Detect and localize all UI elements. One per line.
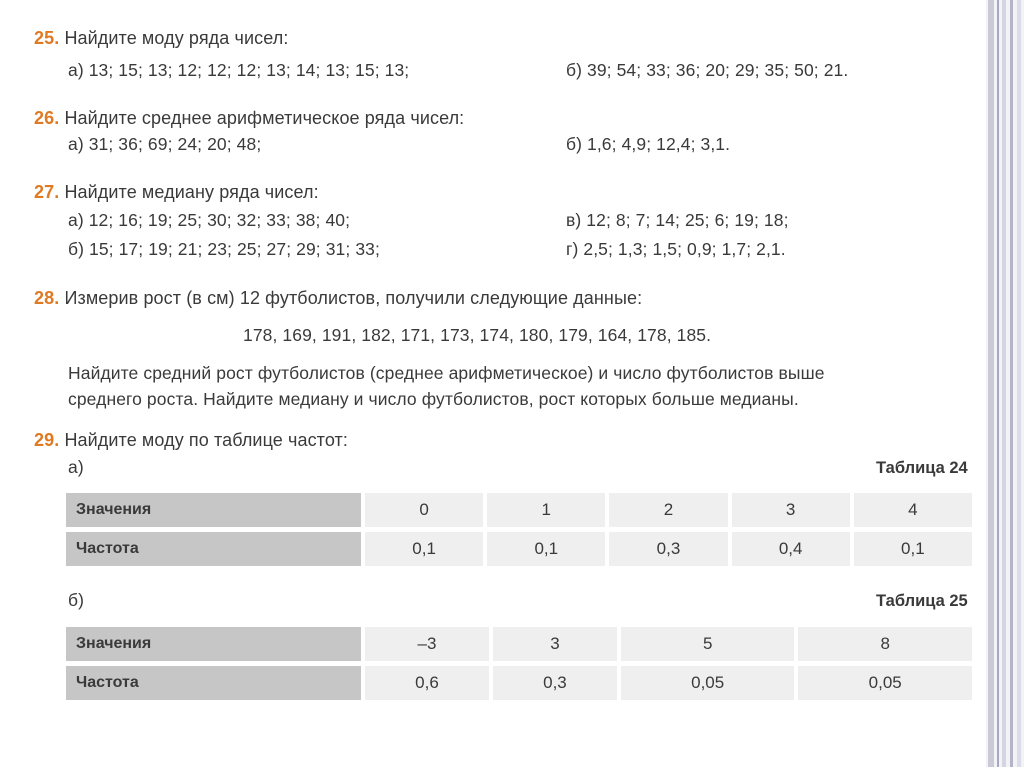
table-25-label: Таблица 25 (876, 592, 968, 610)
table-cell: 0,05 (621, 666, 795, 700)
table-row (66, 627, 972, 661)
problem-27-g: г) 2,5; 1,3; 1,5; 0,9; 1,7; 2,1. (566, 239, 786, 259)
table-cell: 0,3 (493, 666, 617, 700)
problem-27-a: а) 12; 16; 19; 25; 30; 32; 33; 38; 40; (68, 210, 351, 230)
table-cell: –3 (365, 627, 489, 661)
table-24-label: Таблица 24 (876, 459, 968, 477)
problem-29-part-b: б) (68, 590, 85, 610)
problem-26-title (34, 108, 464, 129)
problem-25-text: Найдите моду ряда чисел: (64, 28, 289, 48)
frequency-table-25 (62, 622, 976, 705)
row-header-frequency: Частота (66, 532, 361, 566)
table-cell: 0,1 (365, 532, 483, 566)
frame-stripe (1002, 0, 1006, 767)
table-cell: 4 (854, 493, 972, 527)
problem-27-number: 27. (34, 182, 60, 202)
table-cell: 0,3 (609, 532, 727, 566)
problem-25-number: 25. (34, 28, 60, 48)
table-cell: 0,4 (732, 532, 850, 566)
table-cell: 3 (732, 493, 850, 527)
problem-25-title (34, 28, 288, 49)
frame-stripe (988, 0, 994, 767)
table-cell: 0,6 (365, 666, 489, 700)
slide-frame-border (986, 0, 1024, 767)
frequency-table-24 (62, 488, 976, 571)
table-cell: 0,05 (798, 666, 972, 700)
problem-28-number: 28. (34, 288, 60, 308)
row-header-values: Значения (66, 627, 361, 661)
problem-28-text-2: среднего роста. Найдите медиану и число футболистов, рост которых больше медианы. (68, 389, 799, 409)
row-header-values: Значения (66, 493, 361, 527)
problem-28-title (34, 288, 642, 309)
table-cell: 0 (365, 493, 483, 527)
table-cell: 1 (487, 493, 605, 527)
problem-29-number: 29. (34, 430, 60, 450)
table-cell: 0,1 (487, 532, 605, 566)
table-cell: 5 (621, 627, 795, 661)
problem-26-text: Найдите среднее арифметическое ряда чисел: (64, 108, 465, 128)
problem-27-title (34, 182, 319, 203)
table-row (66, 532, 972, 566)
problem-29-title (34, 430, 348, 451)
frame-stripe (1017, 0, 1021, 767)
problem-28-text: Измерив рост (в см) 12 футболистов, получили следующие данные: (64, 288, 643, 308)
problem-27-b: б) 15; 17; 19; 21; 23; 25; 27; 29; 31; 33; (68, 239, 380, 259)
table-cell: 2 (609, 493, 727, 527)
problem-25-a: а) 13; 15; 13; 12; 12; 12; 13; 14; 13; 15; 13; (68, 60, 410, 80)
problem-26-b: б) 1,6; 4,9; 12,4; 3,1. (566, 134, 731, 154)
problem-29-text: Найдите моду по таблице частот: (64, 430, 348, 450)
problem-27-text: Найдите медиану ряда чисел: (64, 182, 319, 202)
table-cell: 3 (493, 627, 617, 661)
table-cell: 0,1 (854, 532, 972, 566)
problem-26-a: а) 31; 36; 69; 24; 20; 48; (68, 134, 262, 154)
problem-27-v: в) 12; 8; 7; 14; 25; 6; 19; 18; (566, 210, 789, 230)
frame-stripe (997, 0, 999, 767)
problem-25-b: б) 39; 54; 33; 36; 20; 29; 35; 50; 21. (566, 60, 849, 80)
problem-28-data: 178, 169, 191, 182, 171, 173, 174, 180, 179, 164, 178, 185. (243, 325, 712, 345)
frame-stripe (1010, 0, 1013, 767)
problem-29-part-a: а) (68, 457, 84, 477)
problem-26-number: 26. (34, 108, 60, 128)
table-row (66, 493, 972, 527)
table-row (66, 666, 972, 700)
problem-28-text-1: Найдите средний рост футболистов (среднее арифметическое) и число футболистов выше (68, 363, 825, 383)
row-header-frequency: Частота (66, 666, 361, 700)
table-cell: 8 (798, 627, 972, 661)
